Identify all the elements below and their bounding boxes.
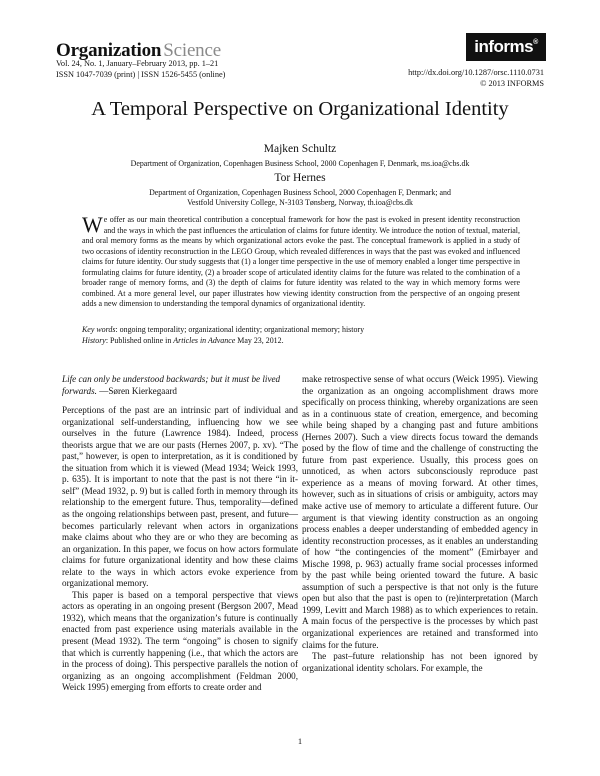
copyright: © 2013 INFORMS: [480, 78, 544, 88]
logo-mark: ®: [533, 39, 538, 46]
history: [82, 336, 520, 347]
page-number: 1: [297, 736, 303, 746]
epigraph: [62, 374, 298, 397]
body-column-right: [302, 374, 538, 674]
journal-name-bold: Organization: [56, 40, 162, 61]
keywords-text: : ongoing temporality; organizational identity; organizational memory; history: [115, 325, 365, 334]
affiliation-line: Department of Organization, Copenhagen Business School, 2000 Copenhagen F, Denmark, ms.ioa@cbs.dk: [130, 159, 470, 168]
doi-link[interactable]: http://dx.doi.org/10.1287/orsc.1110.0731: [408, 68, 544, 77]
history-label: History: [82, 336, 106, 345]
body-paragraph: The past–future relationship has not been ignored by organizational identity scholars. For example, the: [302, 651, 538, 673]
author-name: Tor Hernes: [274, 172, 326, 184]
body-paragraph: This paper is based on a temporal perspective that views actors as operating in an ongoing present (Bergson 2007, Mead 1932), which means that the organization’s future is continually enacted from past experience using materials available in the present (Mead 1932). The term “ongoing” is chosen to signify that which is currently happening (i.e., that which the actors are in the process of doing). This perspective parallels the notion of organizing as an ongoing accomplishment (Feldman 2000, Weick 1995) emerging from efforts to create order and: [62, 589, 298, 693]
doi-block: [408, 68, 544, 89]
history-text: : Published online in: [105, 336, 174, 345]
author-affiliation: [0, 188, 600, 208]
affiliation-line: Department of Organization, Copenhagen Business School, 2000 Copenhagen F, Denmark; and: [149, 188, 451, 197]
body-column-left: [62, 374, 298, 694]
logo-text: informs: [474, 37, 534, 56]
history-date: May 23, 2012.: [235, 336, 284, 345]
informs-logo: [466, 33, 546, 61]
epigraph-attribution: —Søren Kierkegaard: [99, 385, 177, 396]
keywords: [82, 325, 520, 336]
epigraph-text: Life can only be understood backwards; but it must be lived forwards.: [62, 374, 281, 396]
abstract: [82, 212, 520, 310]
abstract-text: e offer as our main theoretical contribution a conceptual framework for how the past is evoked in present identity reconstruction and the ways in which the past influences the articulation of claims for future identity. We introduce the notion of textual, material, and oral memory forms as the means by which organizational actors evoke the past. The conceptual framework is applied in a study of two occasions of identity reconstruction in the LEGO Group, which revealed differences in ways that the past was evoked and influenced claims for future identity. Our study suggests that (1) a longer time perspective in the use of memory enabled a longer time perspective in formulating claims for future identity, (2) a broader scope of articulated identity claims for the future was related to the combination of a broader range of memory forms, and (3) the depth of claims for future identity was related to the way in which memory forms were combined. At a more general level, our paper illustrates how viewing identity construction from the perspective of an ongoing present adds a new dimension to understanding the temporal dynamics of organizational identity.: [82, 215, 520, 308]
affiliation-line: Vestfold University College, N-3103 Tønsberg, Norway, th.ioa@cbs.dk: [187, 198, 413, 207]
journal-meta: [56, 59, 225, 80]
keywords-label: Key words: [82, 325, 116, 334]
author-affiliation: [0, 159, 600, 169]
history-venue: Articles in Advance: [173, 336, 236, 345]
volume-line: Vol. 24, No. 1, January–February 2013, pp. 1–21: [56, 59, 219, 68]
abstract-dropcap: W: [82, 212, 103, 237]
body-paragraph: Perceptions of the past are an intrinsic part of individual and organizational self-understanding, influencing how we see ourselves in the future (Lawrence 1984). Indeed, process theorists argue that we are our pasts (Hernes 2007, p. xv). “The past,” however, is open to interpretation, as it is conditioned by the situation from which it is viewed (Mead 1934; Weick 1993, p. 635). It is important to note that the past is not there “in it-self” (Mead 1932, p. 9) but is called forth in memory through its relationship to the emergent future. Thus, temporality—defined as the ongoing relationships between past, present, and future—becomes particularly relevant when actors in organizations make claims about who they are or who they are becoming as an organization. In this paper, we focus on how actors formulate claims for future organizational identity and how these claims relate to the ways in which actors evoke experience from organizational memory.: [62, 405, 298, 589]
body-paragraph: make retrospective sense of what occurs (Weick 1995). Viewing the organization as an ongoing accomplishment draws more specifically on process thinking, whereby organizations are seen as in a continuous state of creation, emergence, and becoming while being shaped by a changing past and future ambitions (Hernes 2007). Such a view directs focus toward the demands posed by the flow of time and the challenge of constructing the future from past experience. Usually, this process goes on unnoticed, as when actors subconsciously reproduce past experience as a means of moving forward. At other times, however, such as in situations of crisis or ambiguity, actors may make active use of memory to articulate a different future. Our argument is that viewing identity construction as an ongoing process enables a deeper understanding of embedded agency in identity reconstruction processes, as it enables an understanding of how “the contingencies of the moment” (Emirbayer and Mische 1998, p. 963) actually frame social processes informed by the past while being oriented toward the future. A basic assumption of such a perspective is that not only is the future open but also that the past is open to (re)interpretation (March 1999, Levitt and March 1988) as to which experiences to retain. A main focus of the perspective is the processes by which past organizational experiences are retained and transformed into claims for the future.: [302, 374, 538, 650]
paper-title: A Temporal Perspective on Organizational Identity: [91, 98, 509, 120]
issn-line: ISSN 1047-7039 (print) | ISSN 1526-5455 (online): [56, 69, 226, 79]
journal-name-light: Science: [163, 40, 221, 61]
author-name: Majken Schultz: [263, 143, 337, 155]
